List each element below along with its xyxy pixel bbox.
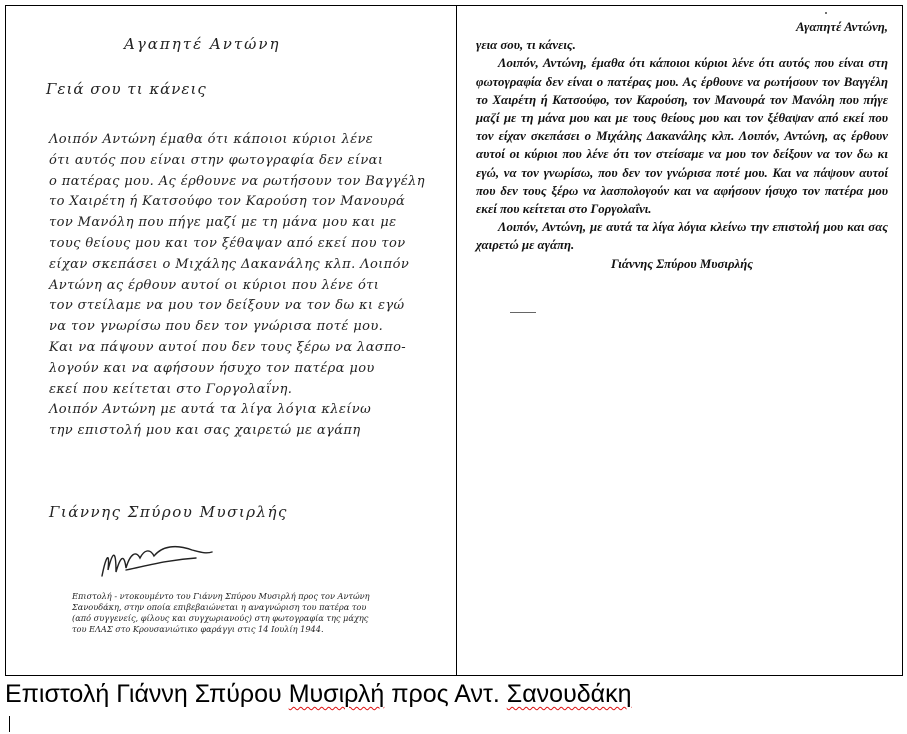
signature-scrawl-icon [96,536,216,584]
handwritten-line: το Χαιρέτη ή Κατσούφο τον Καρούση τον Μανουρά [49,194,406,210]
typed-paragraph-2: Λοιπόν, Αντώνη, με αυτά τα λίγα λόγια κλείνω την επιστολή μου και σας χαιρετώ με αγάπη. [476,220,888,253]
text-cursor [9,716,10,732]
caption-text: Επιστολή Γιάννη Σπύρου [5,680,289,708]
handwritten-line: Λοιπόν Αντώνη με αυτά τα λίγα λόγια κλείνω [49,402,372,418]
handwritten-signature-name: Γιάννης Σπύρου Μυσιρλής [49,503,288,521]
typed-transcription [476,18,888,273]
handwritten-line: να τον γνωρίσω που δεν τον γνώρισα ποτέ μου. [49,319,384,335]
handwritten-line: λογούν και να αφήσουν ήσυχο τον πατέρα μου [49,360,375,376]
typed-paragraph-1: Λοιπόν, Αντώνη, έμαθα ότι κάποιοι κύριοι λένε ότι αυτός που είναι στη φωτογραφία δεν είναι ο πατέρας μου. Ας έρθουνε να ρωτήσουν τον Βαγγέλη το Χαιρέτη ή Κατσούφο, τον Καρούση, τον Μανουρά τον Μανόλη που πήγε μαζί με τη μάνα μου και με τους θείους μου και τον ξέθαψαν από εκεί που τον είχαν σκεπάσει ο Μιχάλης Δακανάλης κλπ. Λοιπόν, Αντώνη, ας έρθουν αυτοί οι κύριοι που λένε ότι τον στείσαμε να μου τον δείξουν να τον δω κι εγώ, να τον γνωρίσω, που δεν τον γνώρισα ποτέ μου. Και να πάψουν αυτοί που δεν τους ξέρω να λασπολογούν και να αφήσουν ήσυχο τον πατέρα μου εκεί που κείτεται στο Γοργολαΐνι. [476,56,888,217]
photo-caption: Επιστολή - ντοκουμέντο του Γιάννη Σπύρου Μυσιρλή προς τον Αντώνη Σανουδάκη, στην οποία επιβεβαιώνεται η αναγνώριση του πατέρα του (από συγγενείς, φίλους και συγχωριανούς) στη φωτογραφία της μάχης του ΕΛΑΣ στο Κρουσανιώτικο φαράγγι στις 14 Ιουλίη 1944. [72,591,370,634]
table-column-divider [456,5,457,676]
caption-misspelled-word: Μυσιρλή [288,680,385,708]
signature-rule [510,312,536,313]
handwritten-line: τον στείλαμε να μου τον δείξουν να τον δω κι εγώ [49,298,405,314]
speck [825,12,827,14]
caption-text: προς Αντ. [384,680,507,708]
handwritten-line: τον Μανόλη που πήγε μαζί με τη μάνα μου και με [49,215,397,231]
typed-salutation: γεια σου, τι κάνεις. [476,38,576,53]
typed-signature: Γιάννης Σπύρου Μυσιρλής [611,256,753,271]
handwritten-line: τους θείους μου και τον ξέθαψαν από εκεί που τον [49,235,406,251]
handwritten-line: την επιστολή μου και σας χαιρετώ με αγάπη [49,423,361,439]
page-caption[interactable] [5,680,632,709]
caption-misspelled-word: Σανουδάκη [506,680,632,708]
handwritten-line: είχαν σκεπάσει ο Μιχάλης Δακανάλης κλπ. Λοιπόν [49,256,410,272]
handwritten-greeting: Αγαπητέ Αντώνη [124,35,281,53]
typed-greeting: Αγαπητέ Αντώνη, [795,20,888,34]
handwritten-line: Αντώνη ας έρθουν αυτοί οι κύριοι που λένε ότι [49,277,380,293]
handwritten-hello: Γειά σου τι κάνεις [46,80,207,98]
handwritten-body [49,130,425,442]
handwritten-letter-scan [6,6,455,675]
handwritten-line: Και να πάψουν αυτοί που δεν τους ξέρω να λασπο- [49,339,407,355]
handwritten-line: ότι αυτός που είναι στην φωτογραφία δεν είναι [49,152,384,168]
handwritten-line: εκεί που κείτεται στο Γοργολαΐνη. [49,381,293,397]
handwritten-line: Λοιπόν Αντώνη έμαθα ότι κάποιοι κύριοι λένε [49,132,374,147]
handwritten-line: ο πατέρας μου. Ας έρθουνε να ρωτήσουν τον Βαγγέλη [49,173,425,189]
